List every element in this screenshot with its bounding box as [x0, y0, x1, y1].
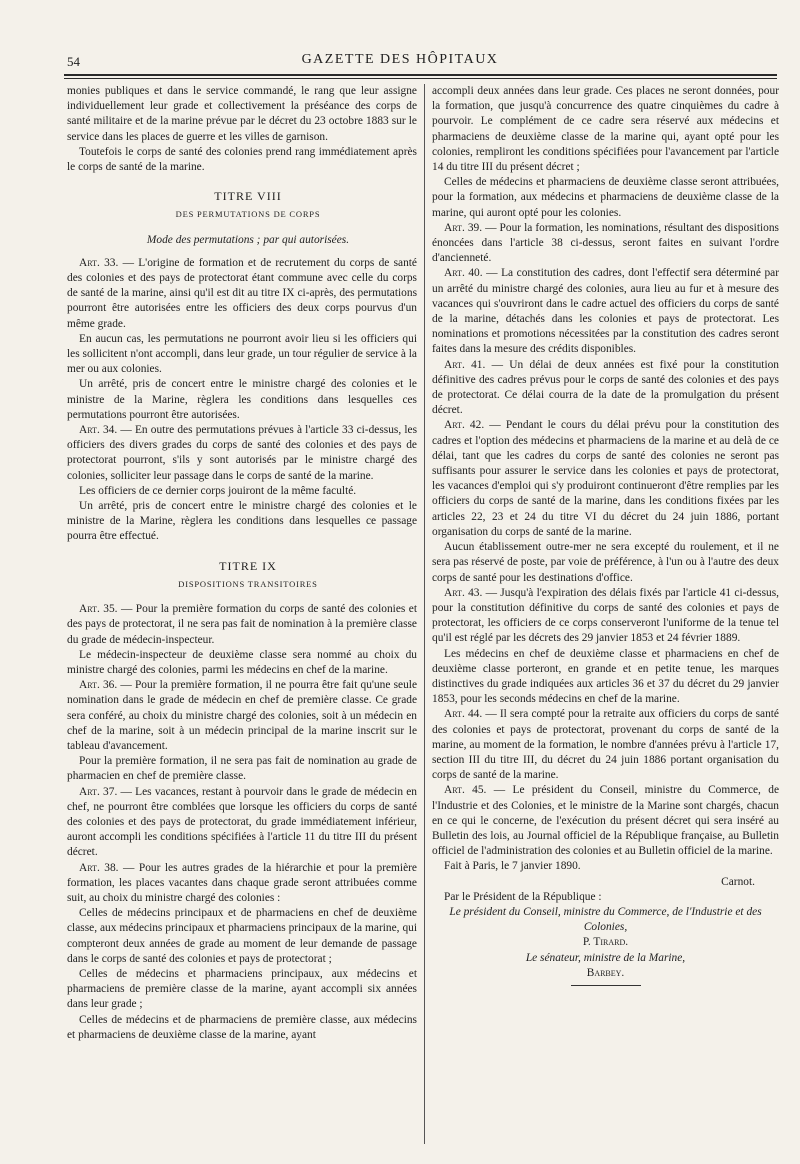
article-36 [67, 678, 417, 754]
article-label: Art. 41. [444, 358, 486, 371]
article-42 [432, 418, 779, 540]
article-37 [67, 785, 417, 861]
article-text: — Il sera compté pour la retraite aux officiers du corps de santé des colonies et pays de protectorat, provenant du corps de santé de la marine, au moment de la formation, le nombre d'années prévu à l'article 17, section III du titre III, du décret du 24 juin 1886 portant organisation du corps de santé de la marine. [432, 708, 779, 782]
paragraph: Celles de médecins et pharmaciens principaux, aux médecins et pharmaciens de première classe de la marine, ayant accompli six années dans leur grade ; [67, 967, 417, 1011]
article-41 [432, 358, 779, 419]
end-rule [571, 985, 641, 986]
article-label: Art. 38. [79, 861, 119, 874]
article-label: Art. 42. [444, 419, 485, 432]
paragraph: Toutefois le corps de santé des colonies prend rang immédiatement après le corps de santé de la marine. [67, 145, 417, 174]
article-text: — Les vacances, restant à pourvoir dans le grade de médecin en chef, ne pourront être comblées que lorsque les officiers du corps de santé des colonies et des pays de protectorat, du grade immédiatement inférieur, auront accompli les conditions spécifiées à l'article 11 du titre III du présent décret. [67, 785, 417, 859]
article-text: — Pour la formation, les nominations, résultant des dispositions énoncées dans l'article 38 ci-dessus, seront faites en suivant l'ordre d'ancienneté. [432, 221, 779, 265]
section-caption: Mode des permutations ; par qui autorisées. [146, 233, 350, 246]
article-34 [67, 423, 417, 484]
paragraph: Le médecin-inspecteur de deuxième classe sera nommé au choix du ministre chargé des colonies, parmi les médecins en chef de la marine. [67, 648, 417, 676]
article-text: — Le président du Conseil, ministre du Commerce, de l'Industrie et des Colonies, et le ministre de la Marine sont chargés, chacun en ce qui le concerne, de l'exécution du présent décret qui sera inséré au Bulletin des lois, au Journal officiel de la République française, au Bulletin officiel de l'administration des colonies et au Bulletin officiel de la marine. [432, 784, 779, 858]
article-40 [432, 266, 779, 357]
column-divider [424, 84, 425, 1144]
signature-barbey: Barbey. [586, 966, 625, 979]
signature-title: Le président du Conseil, ministre du Commerce, de l'Industrie et des Colonies, [449, 905, 762, 934]
article-label: Art. 34. [79, 424, 118, 437]
article-text: — Pour les autres grades de la hiérarchie et pour la première formation, les places vacantes dans chaque grade seront attribuées comme suit, au choix du ministre chargé des colonies : [67, 861, 417, 904]
section-subtitle: DISPOSITIONS TRANSITOIRES [178, 578, 318, 589]
article-text: — Un délai de deux années est fixé pour la constitution définitive des cadres prévus pour le corps de santé des colonies et des pays de protectorat. Ce délai courra de la date de la promulgation du présent décret. [432, 358, 779, 417]
article-33 [67, 256, 417, 332]
signature-title: Le sénateur, ministre de la Marine, [525, 951, 686, 964]
article-label: Art. 40. [444, 267, 483, 280]
signature-line: Par le Président de la République : [444, 890, 602, 903]
article-35 [67, 602, 417, 648]
article-39 [432, 221, 779, 267]
article-text: — Pour la première formation du corps de santé des colonies et des pays de protectorat, il ne sera pas fait de nomination à la première classe du grade de médecin-inspecteur. [67, 603, 417, 646]
paragraph: monies publiques et dans le service commandé, le rang que leur assigne individuellement leur grade et collectivement la préséance des corps de santé militaire et de la marine prévue par le décret du 23 octobre 1883 sur le service dans les places de guerre et les villes de garnison. [67, 85, 417, 143]
paragraph: Un arrêté, pris de concert entre le ministre chargé des colonies et le ministre de la Marine, règlera les conditions dans lesquelles ce passage pourra être effectué. [67, 500, 417, 543]
article-38 [67, 861, 417, 907]
right-column [432, 84, 779, 1156]
article-label: Art. 44. [444, 708, 483, 721]
signature-tirard: P. Tirard. [582, 936, 629, 949]
article-label: Art. 39. [444, 221, 483, 234]
header-rule-thin [64, 78, 777, 79]
article-text: — Pendant le cours du délai prévu pour la constitution des cadres et l'option des médecins et pharmaciens de la marine et au delà de ce délai, tant que les cadres du corps de santé des colonies ne seront pas suffisants pour assurer le service dans les colonies et pays de protectorat, les vacances d'emploi qui s'y produiront continueront d'être remplies par les officiers du corps de santé de la marine, dans les conditions fixées par les articles 22, 23 et 24 du titre VI du décret du 24 juin 1886, portant organisation du corps de santé de la marine. [432, 419, 779, 538]
header-rule-thick [64, 74, 777, 76]
article-text: — Jusqu'à l'expiration des délais fixés par l'article 41 ci-dessus, pour la constitution définitive du corps de santé des colonies et pays de protectorat, les officiers de ce corps conserveront l'uniforme de la tenue tel qu'il est réglé par les décrets des 29 janvier 1853 et 24 février 1889. [432, 586, 779, 645]
paragraph: Aucun établissement outre-mer ne sera excepté du roulement, et il ne sera pas réservé de poste, par voie de préférence, à l'un ou à l'autre des deux corps de santé pour les destinations d'office. [432, 541, 779, 584]
article-label: Art. 33. [79, 256, 119, 269]
paragraph: Celles de médecins principaux et de pharmaciens en chef de deuxième classe, aux médecins principaux et pharmaciens principaux de la marine, qui compteront deux années de grade au moment de leur demande de passage dans le corps de santé des colonies et pays de protectorat ; [67, 907, 417, 965]
left-column [67, 84, 417, 1156]
article-43 [432, 586, 779, 647]
signature-carnot: Carnot. [721, 875, 755, 888]
decree-date: Fait à Paris, le 7 janvier 1890. [444, 860, 581, 873]
article-text: — L'origine de formation et de recrutement du corps de santé des colonies et des pays de protectorat étant commune avec celle du corps de santé de la marine, ainsi qu'il est dit au titre IX ci-après, des permutations pourront être autorisées entre les officiers des deux corps pourvus d'un même grade. [67, 256, 417, 330]
article-label: Art. 37. [79, 785, 118, 798]
paragraph: Les officiers de ce dernier corps jouiront de la même faculté. [79, 484, 357, 497]
paragraph: accompli deux années dans leur grade. Ces places ne seront données, pour la formation, que jusqu'à concurrence des quatre cinquièmes du cadre à pourvoir. Le complément de ce cadre sera réservé aux médecins et pharmaciens de deuxième classe de la marine qui, ayant opté pour les colonies, rempliront les conditions spécifiées pour l'avancement par l'article 14 du titre III du présent décret ; [432, 85, 779, 174]
article-label: Art. 43. [444, 586, 483, 599]
section-subtitle: DES PERMUTATIONS DE CORPS [175, 209, 321, 220]
article-label: Art. 36. [79, 679, 118, 692]
paragraph: Celles de médecins et de pharmaciens de première classe, aux médecins et pharmaciens de deuxième classe de la marine, ayant [67, 1013, 417, 1041]
paragraph: Un arrêté, pris de concert entre le ministre chargé des colonies et le ministre de la Marine, règlera les conditions dans lesquelles ces permutations pourront être autorisées. [67, 378, 417, 421]
running-title: GAZETTE DES HÔPITAUX [301, 52, 499, 67]
page-number: 54 [67, 54, 80, 69]
article-label: Art. 35. [79, 603, 118, 616]
paragraph: Celles de médecins et pharmaciens de deuxième classe seront attribuées, pour la formation, aux médecins et pharmaciens de deuxième classe de la marine, qui auront opté pour les colonies. [432, 176, 779, 219]
paragraph: En aucun cas, les permutations ne pourront avoir lieu si les officiers qui les sollicitent n'ont accompli, dans leur grade, un tour régulier de service à la mer ou aux colonies. [67, 332, 417, 376]
article-44 [432, 707, 779, 783]
article-text: — La constitution des cadres, dont l'effectif sera déterminé par un arrêté du ministre chargé des colonies, aura lieu au fur et à mesure des vacances qui s'ouvriront dans le cadre actuel des officiers du corps de santé de la marine, détachés dans les colonies et pays de protectorat. Les nominations et promotions nécessitées par la constitution des cadres seront faites dans la mesure des crédits disponibles. [432, 267, 779, 356]
article-text: — Pour la première formation, il ne pourra être fait qu'une seule nomination dans le grade de médecin en chef de première classe. Ce grade sera conféré, au choix du ministre chargé des colonies, soit à un médecin en chef de la marine, soit à un médecin principal de la marine inscrit sur le tableau d'avancement. [67, 679, 417, 752]
paragraph: Pour la première formation, il ne sera pas fait de nomination au grade de pharmacien en chef de première classe. [67, 755, 417, 783]
article-text: — En outre des permutations prévues à l'article 33 ci-dessus, les officiers des divers grades du corps de santé des colonies et des pays de protectorat pourront, s'ils y sont autorisés par le ministre chargé des colonies, solliciter leur passage dans le corps de santé de la marine. [67, 424, 417, 482]
paragraph: Les médecins en chef de deuxième classe et pharmaciens en chef de deuxième classe porteront, en grande et en petite tenue, les marques distinctives du grade indiquées aux articles 36 et 37 du décret du 29 janvier 1853, pour les seconds médecins en chef de la marine. [432, 647, 779, 706]
article-label: Art. 45. [444, 784, 487, 797]
article-45 [432, 783, 779, 859]
section-title: TITRE VIII [214, 189, 282, 204]
section-title: TITRE IX [219, 558, 277, 573]
